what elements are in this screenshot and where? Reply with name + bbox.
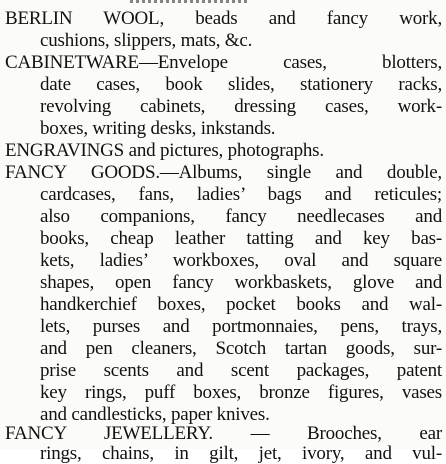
entry-engravings-line-1: ENGRAVINGS and pictures, photographs. — [5, 140, 324, 161]
entry-fancy-goods-line-1: FANCY GOODS.—Albums, single and double, — [5, 162, 442, 183]
entry-berlin-wool-line-1: BERLIN WOOL, beads and fancy work, — [5, 8, 442, 29]
entry-fancy-jewellery-line-2: rings, chains, in gilt, jet, ivory, and vul- — [40, 443, 442, 464]
entry-cabinetware-line-2: date cases, book slides, stationery racks, — [40, 74, 442, 95]
entry-fancy-goods-line-12: and candlesticks, paper knives. — [40, 404, 270, 425]
entry-fancy-goods-line-7: handkerchief boxes, pocket books and wal- — [40, 294, 442, 315]
entry-fancy-goods-line-9: and pen cleaners, Scotch tartan goods, sur- — [40, 338, 442, 359]
entry-fancy-goods-line-4: books, cheap leather tatting and key bas- — [40, 228, 442, 249]
entry-fancy-goods-line-3: also companions, fancy needlecases and — [40, 206, 442, 227]
entry-cabinetware-line-4: boxes, writing desks, inkstands. — [40, 118, 276, 139]
entry-fancy-goods-line-6: shapes, open fancy workbaskets, glove and — [40, 272, 442, 293]
entry-fancy-goods-line-10: prise scents and scent packages, patent — [40, 360, 442, 381]
top-rule — [130, 0, 250, 3]
entry-cabinetware-line-1: CABINETWARE—Envelope cases, blotters, — [5, 52, 442, 73]
entry-fancy-goods-line-5: kets, ladies’ workboxes, oval and square — [40, 250, 442, 271]
entry-fancy-goods-line-2: cardcases, fans, ladies’ bags and reticules; — [40, 184, 442, 205]
entry-fancy-goods-line-11: key rings, puff boxes, bronze figures, vases — [40, 382, 442, 403]
entry-cabinetware-line-3: revolving cabinets, dressing cases, work- — [40, 96, 442, 117]
entry-fancy-goods-line-8: lets, purses and portmonnaies, pens, trays, — [40, 316, 442, 337]
entry-fancy-jewellery-line-1: FANCY JEWELLERY. — Brooches, ear — [5, 423, 442, 444]
entry-berlin-wool-line-2: cushions, slippers, mats, &c. — [40, 30, 253, 51]
